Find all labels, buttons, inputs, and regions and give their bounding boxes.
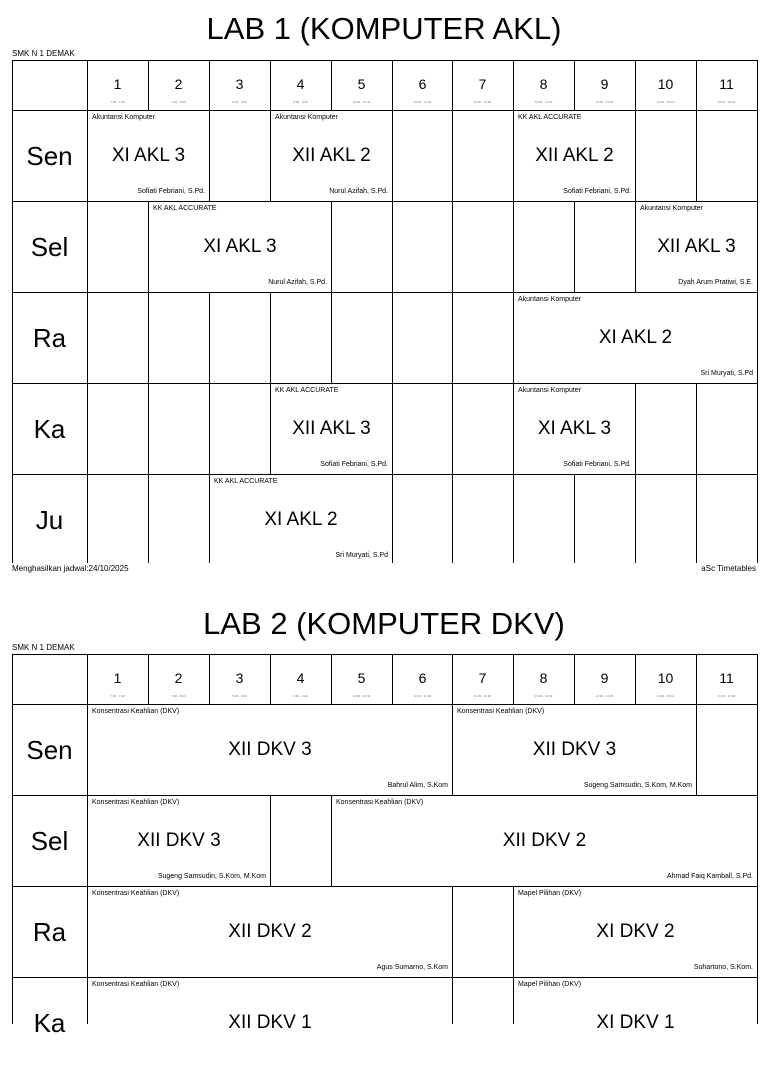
lab1-lesson-cell [271, 384, 392, 474]
lesson-class: XII AKL 2 [535, 145, 614, 166]
lab2-title: LAB 2 (KOMPUTER DKV) [203, 606, 565, 641]
lab1-day-label-sen: Sen [26, 140, 73, 171]
lesson-class: XI AKL 2 [264, 509, 338, 530]
lab1-period-time: 7:40 - 8:20 [171, 100, 186, 104]
lesson-class: XI DKV 2 [596, 921, 675, 942]
lab2-frame-right [757, 654, 758, 1024]
lab2-lesson-cell [332, 796, 757, 886]
lab1-lesson-cell [149, 202, 331, 292]
lesson-class: XII DKV 2 [502, 830, 587, 851]
lab2-period-number: 2 [174, 670, 183, 686]
lesson-class: XII AKL 2 [292, 145, 371, 166]
lab2-period-time: 8:20 - 9:00 [232, 694, 247, 698]
lesson-class: XII DKV 1 [228, 1012, 312, 1033]
lab1-period-time: 10:40 - 11:20 [413, 100, 432, 104]
lesson-teacher: Sri Muryati, S.Pd [700, 370, 753, 377]
lesson-subject: Konsentrasi Keahlian (DKV) [92, 708, 180, 715]
lesson-class: XI AKL 3 [537, 418, 612, 439]
lab1-lesson-cell [636, 202, 757, 292]
lab2-period-number: 9 [600, 670, 609, 686]
lab2-period-time: 13:00 - 13:40 [534, 694, 553, 698]
lab1-period-number: 4 [296, 76, 305, 92]
lab2-period-time: 7:40 - 8:20 [171, 694, 186, 698]
lesson-subject: KK AKL ACCURATE [518, 114, 582, 121]
lab1-period-number: 11 [719, 76, 734, 92]
lab1-period-number: 8 [539, 76, 548, 92]
lab2-lesson-cell [453, 705, 696, 795]
lab1-frame-left [12, 60, 13, 563]
lab1-frame-top [12, 60, 757, 61]
lab2-period-time: 14:20 - 15:10 [656, 694, 675, 698]
lab1-software-credit: aSc Timetables [701, 564, 756, 573]
lab2-lesson-cell [514, 887, 757, 977]
lab1-period-number: 6 [418, 76, 427, 92]
lab1-frame-right [757, 60, 758, 563]
lab2-period-number: 6 [418, 670, 427, 686]
lesson-class: XII DKV 3 [228, 739, 312, 760]
lab1-period-time: 7:00 - 7:40 [110, 100, 125, 104]
lab1-lesson-cell [88, 111, 209, 201]
lab1-period-number: 9 [600, 76, 609, 92]
lesson-subject: Mapel Pilihan (DKV) [518, 890, 582, 897]
lab1-day-label-ka: Ka [33, 413, 66, 444]
lab1-period-time: 13:40 - 14:20 [595, 100, 614, 104]
lesson-class: XI AKL 3 [203, 236, 277, 257]
lesson-teacher: Agus Sumarno, S.Kom [376, 964, 448, 971]
lab1-day-label-ra: Ra [32, 322, 67, 353]
lesson-teacher: Sofiati Febriani, S.Pd. [563, 461, 631, 468]
lesson-teacher: Nurul Azifah, S.Pd. [268, 279, 327, 286]
lesson-class: XI AKL 2 [598, 327, 673, 348]
lesson-teacher: Sofiati Febriani, S.Pd. [320, 461, 388, 468]
lab2-period-time: 9:00 - 9:40 [293, 694, 308, 698]
lab2-day-label-ka: Ka [33, 1007, 66, 1038]
lesson-class: XII DKV 2 [228, 921, 312, 942]
lesson-subject: Konsentrasi Keahlian (DKV) [92, 799, 180, 806]
lab2-period-time: 11:20 - 12:00 [473, 694, 492, 698]
lab1-col-line [452, 60, 453, 563]
lesson-teacher: Nurul Azifah, S.Pd. [329, 188, 388, 195]
lab2-school-name: SMK N 1 DEMAK [12, 643, 75, 652]
lesson-class: XII DKV 3 [137, 830, 221, 851]
lesson-teacher: Sugeng Samsudin, S.Kom, M.Kom [157, 873, 266, 880]
lesson-class: XII AKL 3 [657, 236, 736, 257]
lesson-subject: Akuntansi Komputer [275, 114, 339, 121]
lesson-subject: KK AKL ACCURATE [153, 205, 217, 212]
lab2-period-number: 4 [296, 670, 305, 686]
lab1-period-time: 15:10 - 16:00 [717, 100, 736, 104]
lesson-class: XII AKL 3 [292, 418, 371, 439]
lab1-period-time: 11:20 - 12:00 [473, 100, 492, 104]
lesson-teacher: Suhartono, S.Kom. [693, 964, 753, 971]
lab2-day-label-ra: Ra [32, 916, 67, 947]
lab2-period-time: 10:40 - 11:20 [413, 694, 432, 698]
lab2-lesson-cell [514, 978, 757, 1068]
lab2-day-label-sel: Sel [30, 825, 69, 856]
lesson-subject: Akuntansi Komputer [518, 387, 582, 394]
lab1-lesson-cell [514, 384, 635, 474]
lab1-period-time: 9:00 - 9:40 [293, 100, 308, 104]
lesson-subject: Konsentrasi Keahlian (DKV) [92, 981, 180, 988]
lab1-period-time: 13:00 - 13:40 [534, 100, 553, 104]
lesson-subject: Akuntansi Komputer [518, 296, 582, 303]
lesson-subject: KK AKL ACCURATE [275, 387, 339, 394]
lesson-class: XI DKV 1 [596, 1012, 675, 1033]
lab2-period-number: 11 [719, 670, 734, 686]
lesson-subject: Konsentrasi Keahlian (DKV) [92, 890, 180, 897]
lab2-period-time: 13:40 - 14:20 [595, 694, 614, 698]
lesson-teacher: Sugeng Samsudin, S.Kom, M.Kom [583, 782, 692, 789]
lab1-period-number: 5 [357, 76, 366, 92]
lab2-day-label-sen: Sen [26, 734, 73, 765]
lab2-period-number: 1 [113, 670, 122, 686]
lab1-title: LAB 1 (KOMPUTER AKL) [206, 11, 562, 46]
lab1-period-time: 10:00 - 10:40 [352, 100, 371, 104]
lab1-school-name: SMK N 1 DEMAK [12, 49, 75, 58]
lab1-period-time: 14:20 - 15:10 [656, 100, 675, 104]
lesson-teacher: Ahmad Faiq Kamball, S.Pd. [667, 873, 753, 880]
lab2-period-time: 10:00 - 10:40 [352, 694, 371, 698]
lesson-subject: KK AKL ACCURATE [214, 478, 278, 485]
lab1-period-number: 3 [235, 76, 244, 92]
lab2-period-time: 7:00 - 7:40 [110, 694, 125, 698]
lesson-subject: Konsentrasi Keahlian (DKV) [336, 799, 424, 806]
lab1-period-number: 2 [174, 76, 183, 92]
lab2-period-number: 3 [235, 670, 244, 686]
lesson-subject: Akuntansi Komputer [92, 114, 156, 121]
lab1-period-number: 1 [113, 76, 122, 92]
lesson-teacher: Sri Muryati, S.Pd [335, 552, 388, 559]
lesson-subject: Konsentrasi Keahlian (DKV) [457, 708, 545, 715]
lab1-lesson-cell [210, 475, 392, 565]
lab1-day-label-sel: Sel [30, 231, 69, 262]
lab2-lesson-cell [88, 705, 452, 795]
lesson-teacher: Bahrul Alim, S.Kom [387, 782, 448, 789]
lesson-teacher: Dyah Arum Pratiwi, S.E. [678, 279, 753, 286]
lesson-subject: Akuntansi Komputer [640, 205, 704, 212]
lesson-class: XII DKV 3 [532, 739, 617, 760]
lab2-period-number: 8 [539, 670, 548, 686]
lab2-lesson-cell [88, 887, 452, 977]
lab1-generated-date: Menghasilkan jadwal:24/10/2025 [12, 564, 129, 573]
lab1-lesson-cell [514, 111, 635, 201]
lab1-period-number: 10 [657, 76, 674, 92]
lab1-col-line [392, 60, 393, 563]
lesson-subject: Mapel Pilihan (DKV) [518, 981, 582, 988]
lab2-lesson-cell [88, 978, 452, 1068]
lab1-lesson-cell [514, 293, 757, 383]
lab2-lesson-cell [88, 796, 270, 886]
lab1-period-number: 7 [478, 76, 487, 92]
lesson-class: XI AKL 3 [111, 145, 186, 166]
lab2-period-number: 7 [478, 670, 487, 686]
lab1-lesson-cell [271, 111, 392, 201]
lab2-period-time: 15:10 - 16:00 [717, 694, 736, 698]
lab1-day-label-ju: Ju [35, 504, 64, 535]
lesson-teacher: Sofiati Febriani, S.Pd. [137, 188, 205, 195]
lab1-period-time: 8:20 - 9:00 [232, 100, 247, 104]
lab2-frame-top [12, 654, 757, 655]
lesson-teacher: Sofiati Febriani, S.Pd. [563, 188, 631, 195]
lab2-period-number: 5 [357, 670, 366, 686]
lab2-period-number: 10 [657, 670, 674, 686]
